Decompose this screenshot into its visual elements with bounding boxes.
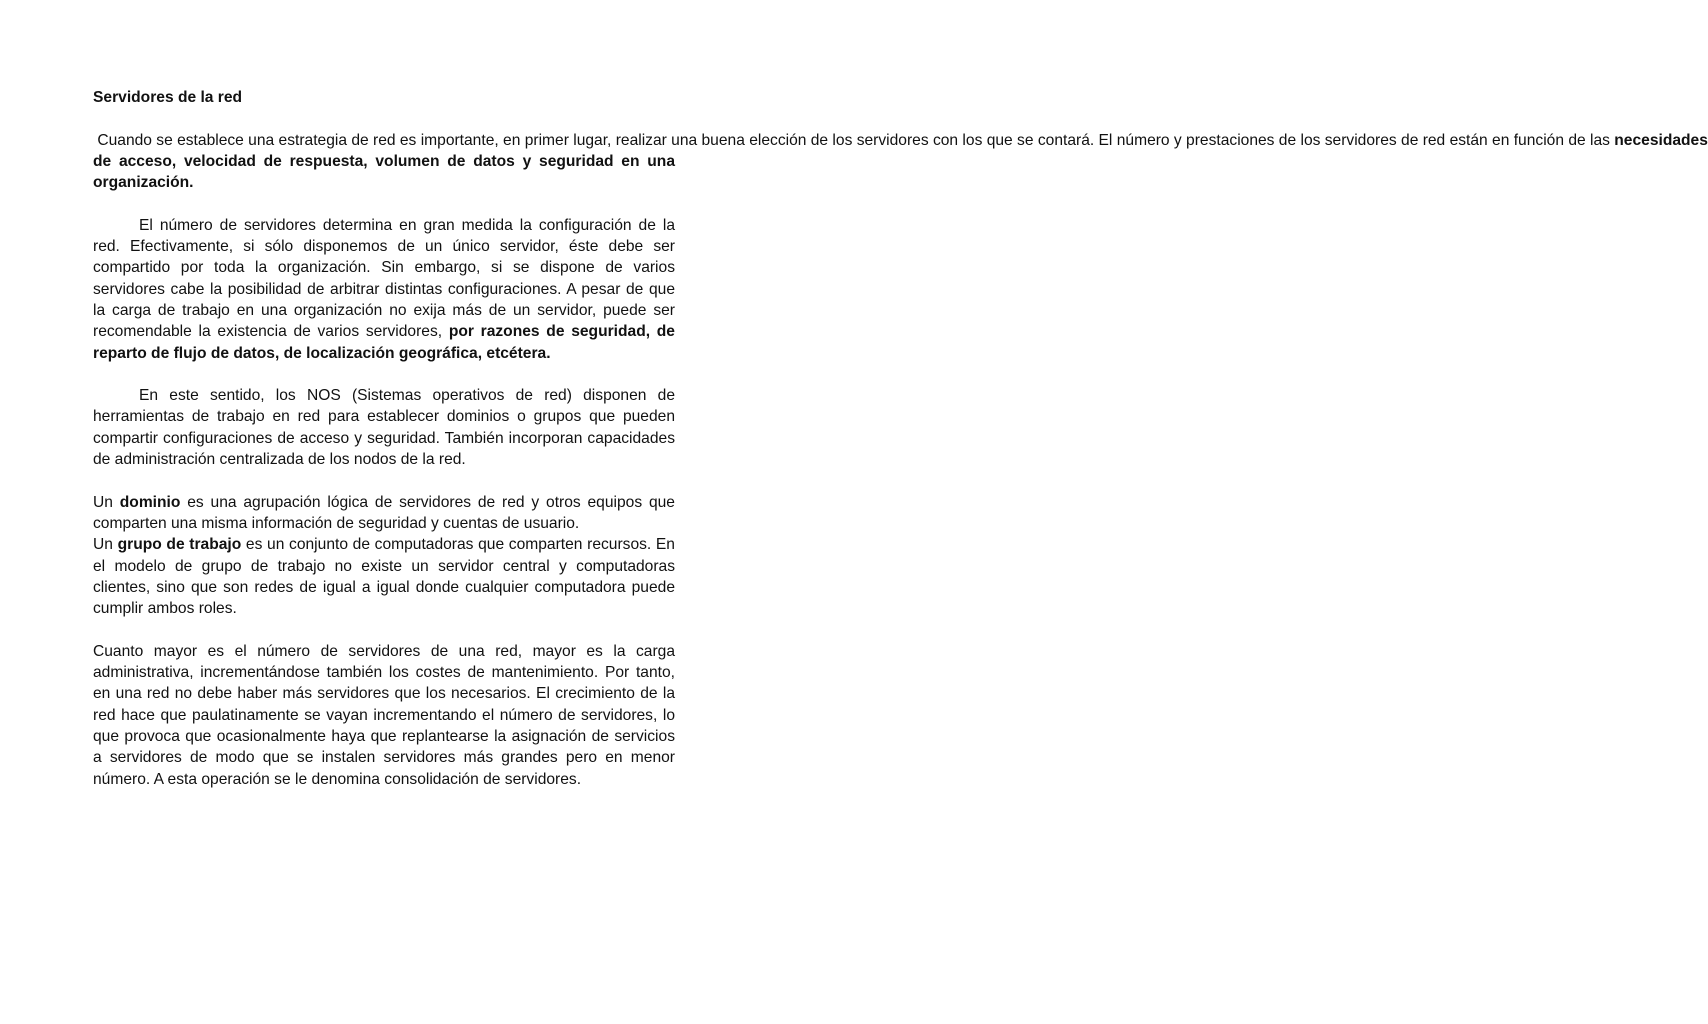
paragraph-workgroup: [93, 534, 675, 619]
spacer: [93, 470, 675, 491]
paragraph-intro-text: Cuando se establece una estrategia de red es importante, en primer lugar, realizar una buena elección de los servidores con los que se contará. El número y prestaciones de los servidores de red están en función de las: [93, 131, 1615, 149]
spacer: [93, 619, 675, 640]
paragraph-domain: [93, 492, 675, 535]
paragraph-domain-post: es una agrupación lógica de servidores de red y otros equipos que comparten una misma información de seguridad y cuentas de usuario.: [93, 493, 675, 532]
paragraph-domain-term: dominio: [119, 493, 181, 511]
paragraph-workgroup-pre: Un: [93, 536, 118, 554]
document-title: Servidores de la red: [93, 89, 243, 106]
paragraph-consolidation: Cuanto mayor es el número de servidores de una red, mayor es la carga administrativa, incrementándose también los costes de mantenimiento. Por tanto, en una red no debe haber más servidores que los necesarios. El crecimiento de la red hace que paulatinamente se vayan incrementando el número de servidores, lo que provoca que ocasionalmente haya que replantearse la asignación de servicios a servidores de modo que se instalen servidores más grandes pero en menor número. A esta operación se le denomina consolidación de servidores.: [93, 642, 675, 788]
paragraph-workgroup-post: es un conjunto de computadoras que comparten recursos. En el modelo de grupo de trabajo no existe un servidor central y computadoras clientes, sino que son redes de igual a igual donde cualquier computadora puede cumplir ambos roles.: [93, 536, 675, 618]
paragraph-server-count-text: El número de servidores determina en gran medida la configuración de la red. Efectivamente, si sólo disponemos de un único servidor, éste debe ser compartido por toda la organización. Sin embargo, si se dispone de varios servidores cabe la posibilidad de arbitrar distintas configuraciones. A pesar de que la carga de trabajo en una organización no exija más de un servidor, puede ser recomendable la existencia de varios servidores,: [93, 216, 675, 341]
paragraph-intro-bold: necesidades de acceso, velocidad de respuesta, volumen de datos y seguridad en una organización.: [93, 131, 1708, 192]
spacer: [93, 193, 675, 214]
paragraph-workgroup-term: grupo de trabajo: [117, 536, 242, 554]
paragraph-server-count-bold: por razones de seguridad, de reparto de flujo de datos, de localización geográfica, etcétera.: [93, 323, 675, 362]
paragraph-nos: En este sentido, los NOS (Sistemas operativos de red) disponen de herramientas de trabajo en red para establecer dominios o grupos que pueden compartir configuraciones de acceso y seguridad. También incorporan capacidades de administración centralizada de los nodos de la red.: [93, 387, 675, 469]
paragraph-domain-pre: Un: [93, 493, 120, 511]
spacer: [93, 108, 675, 129]
spacer: [93, 364, 675, 385]
paragraph-intro: [93, 130, 1708, 194]
paragraph-server-count: [93, 215, 675, 364]
document-body: [93, 87, 1708, 790]
